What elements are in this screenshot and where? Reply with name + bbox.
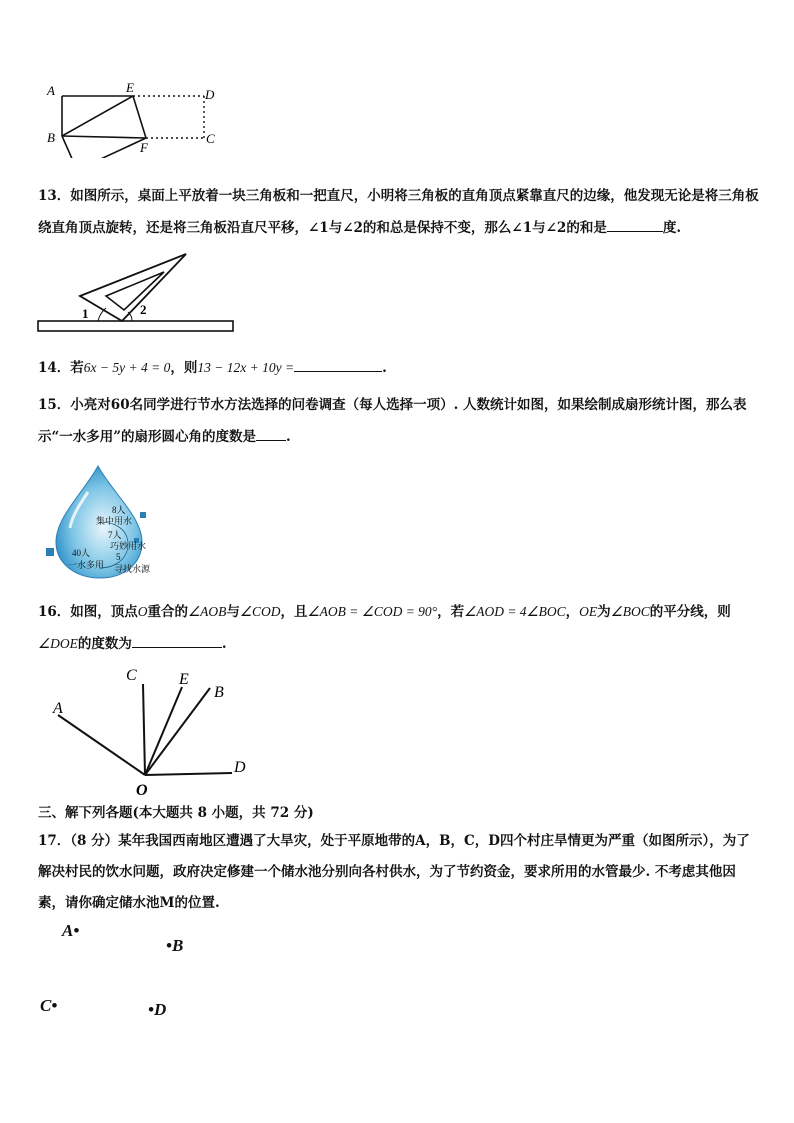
q16-text-d: ，且 <box>280 604 308 620</box>
q15-tail: . <box>286 429 291 445</box>
q16-text-g: 为 <box>597 604 611 620</box>
q17-number: 17． <box>38 833 71 849</box>
label-find-source: 寻找水源 <box>114 564 151 574</box>
q16-equation-1: ∠AOB = ∠COD = 90° <box>307 604 438 619</box>
q16-angle-boc: ∠BOC <box>610 604 650 619</box>
label-multi-use-water: 一水多用 <box>68 560 105 570</box>
question-15 <box>38 389 760 453</box>
ray-label-A: A <box>53 700 63 717</box>
q16-ray-oe: OE <box>579 604 598 619</box>
q17-text: 某年我国西南地区遭遇了大旱灾，处于平原地带的A，B，C，D四个村庄旱情更为严重（如图所示），为了解决村民的饮水问题，政府决定修建一个储水池分别向各村供水，为了节约资金，要求所用的水管最少. 不考虑其他因素，请你确定储水池M的位置. <box>38 833 750 911</box>
ray-label-E: E <box>179 671 189 688</box>
q16-angle-doe: ∠DOE <box>38 636 78 651</box>
village-C-label: C <box>40 996 52 1015</box>
section-3-heading <box>38 800 760 826</box>
village-point-C: C• <box>40 996 58 1015</box>
q14-answer-blank[interactable] <box>294 357 382 372</box>
q14-number: 14． <box>38 360 71 376</box>
q16-angle-aob: ∠AOB <box>188 604 227 619</box>
label-C: C <box>206 131 215 146</box>
ray-label-C: C <box>126 667 137 684</box>
village-D-label: D <box>153 1000 167 1019</box>
ray-label-B: B <box>214 684 224 701</box>
q13-number: 13． <box>38 188 71 204</box>
triangle-ruler-figure <box>36 250 238 335</box>
village-point-B: •B <box>166 936 184 955</box>
q16-text-h: 的平分线，则 <box>649 604 731 620</box>
label-40-people: 40人 <box>72 548 91 558</box>
village-point-D: •D <box>148 1000 167 1019</box>
q16-number: 16． <box>38 604 71 620</box>
rectangle-fold-figure <box>40 78 230 158</box>
q13-answer-blank[interactable] <box>607 217 663 232</box>
q16-answer-blank[interactable] <box>132 633 222 648</box>
q16-text-c: 与 <box>226 604 240 620</box>
q13-tail: 度. <box>662 220 682 236</box>
label-E: E <box>126 80 134 95</box>
q16-angle-cod: ∠COD <box>239 604 281 619</box>
q15-number: 15． <box>38 397 71 413</box>
q14-expression-2: 13 − 12x + 10y = <box>197 360 295 375</box>
label-centralized-water: 集中用水 <box>96 516 133 526</box>
q16-text-e: ，若 <box>437 604 465 620</box>
vertex-label-O: O <box>136 782 148 799</box>
angle-2-label: 2 <box>140 302 147 317</box>
label-A: A <box>47 83 55 98</box>
label-D: D <box>205 87 215 102</box>
ray-label-D: D <box>234 759 246 776</box>
label-7-people: 7人 <box>108 530 122 540</box>
q13-text: 如图所示，桌面上平放着一块三角板和一把直尺，小明将三角板的直角顶点紧靠直尺的边缘，他发现无论是将三角板绕直角顶点旋转，还是将三角板沿直尺平移，∠1与∠2的和总是保持不变，那么∠1与∠2的和是 <box>38 188 759 236</box>
q14-expression-1: 6x − 5y + 4 = 0 <box>83 360 171 375</box>
section-3-title: 三、解下列各题(本大题共 8 小题，共 72 分) <box>38 805 314 821</box>
question-16 <box>38 596 760 660</box>
q16-text-a: 如图，顶点 <box>70 604 138 620</box>
q15-answer-blank[interactable] <box>256 426 286 441</box>
label-5-people: 5 <box>116 552 121 562</box>
label-F: F <box>140 140 148 155</box>
label-clever-water: 巧妙用水 <box>110 541 147 551</box>
village-B-label: B <box>171 936 184 955</box>
q17-score: （8 分） <box>70 833 119 849</box>
question-14 <box>38 352 760 384</box>
village-A-label: A <box>62 921 74 940</box>
q16-point-o: O <box>137 604 148 619</box>
q16-equation-2: ∠AOD = 4∠BOC <box>464 604 566 619</box>
question-17 <box>38 826 760 919</box>
q14-pre: 若 <box>70 360 84 376</box>
label-8-people: 8人 <box>112 505 126 515</box>
water-drop-chart <box>44 462 162 580</box>
village-point-A: A• <box>62 921 80 940</box>
q16-text-i: 的度数为 <box>77 636 132 652</box>
q16-tail: . <box>221 636 227 652</box>
q14-tail: . <box>382 360 387 376</box>
question-13 <box>38 180 760 244</box>
label-B: B <box>47 130 55 145</box>
q16-text-f: ， <box>565 604 580 620</box>
angle-1-label: 1 <box>82 306 89 321</box>
q15-text: 小亮对60名同学进行节水方法选择的问卷调查（每人选择一项）. 人数统计如图，如果绘制成扇形统计图，那么表示“一水多用”的扇形圆心角的度数是 <box>38 397 747 445</box>
q16-text-b: 重合的 <box>147 604 189 620</box>
q14-mid: ，则 <box>170 360 198 376</box>
angle-rays-figure <box>44 660 264 800</box>
